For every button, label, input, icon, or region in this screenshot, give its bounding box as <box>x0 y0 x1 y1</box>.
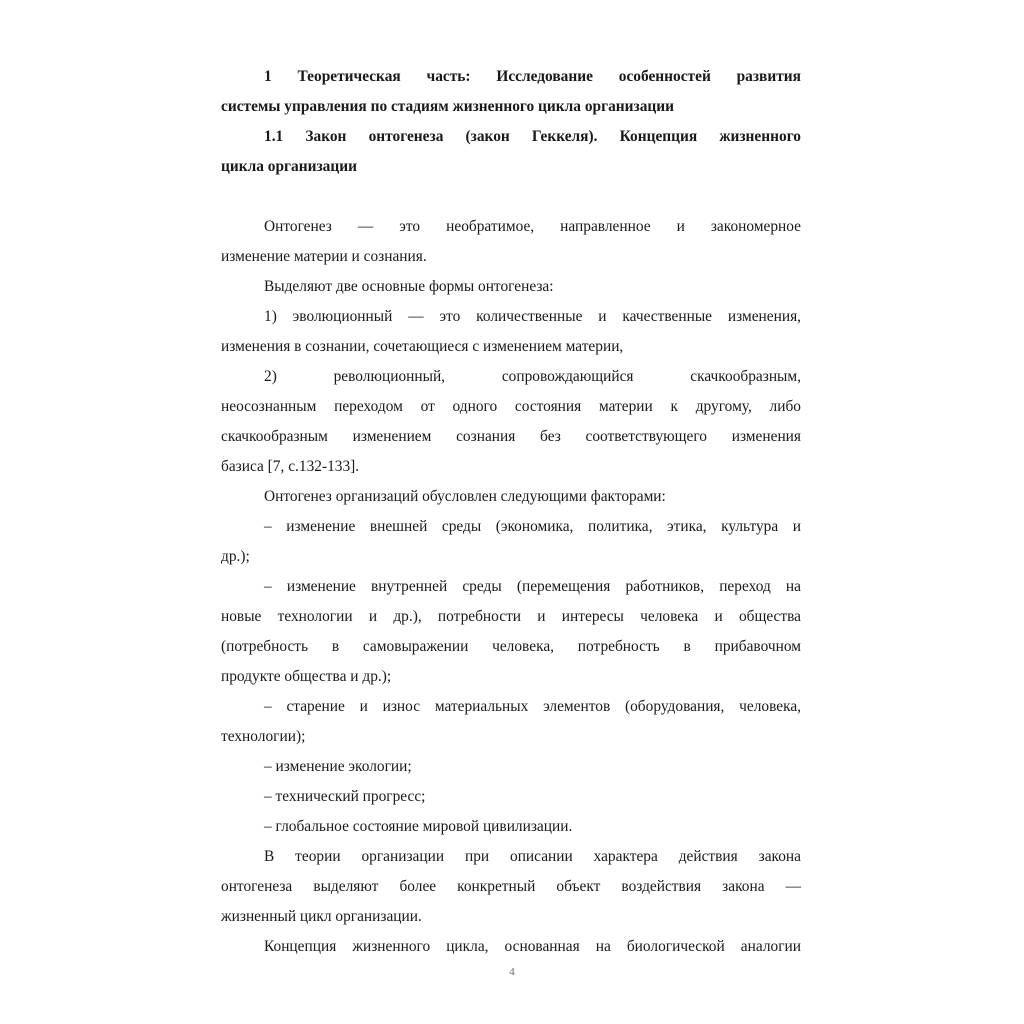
bullet-item-line: – старение и износ материальных элементов (оборудования, человека, <box>264 698 801 715</box>
bullet-item-line: др.); <box>221 548 250 565</box>
bullet-item-line: – изменение экологии; <box>264 758 412 775</box>
body-text-line: Выделяют две основные формы онтогенеза: <box>264 278 554 295</box>
body-text-line: Онтогенез организаций обусловлен следующими факторами: <box>264 488 666 505</box>
paragraph-gap <box>221 182 801 212</box>
body-text-line: онтогенеза выделяют более конкретный объект воздействия закона — <box>221 878 801 895</box>
bullet-item-line: – изменение внешней среды (экономика, политика, этика, культура и <box>264 518 801 535</box>
body-text-line: изменение материи и сознания. <box>221 248 427 265</box>
bullet-item-line: новые технологии и др.), потребности и интересы человека и общества <box>221 608 801 625</box>
bullet-item-line: – технический прогресс; <box>264 788 426 805</box>
bullet-item-line: – глобальное состояние мировой цивилизации. <box>264 818 573 835</box>
numbered-item-line: 2) революционный, сопровождающийся скачкообразным, <box>264 368 801 385</box>
bullet-item-line: продукте общества и др.); <box>221 668 392 685</box>
numbered-item-line: базиса [7, с.132-133]. <box>221 458 360 475</box>
numbered-item-line: изменения в сознании, сочетающиеся с изменением материи, <box>221 338 624 355</box>
subsection-heading-line: 1.1 Закон онтогенеза (закон Геккеля). Концепция жизненного <box>264 128 801 145</box>
body-text-line: В теории организации при описании характера действия закона <box>264 848 801 865</box>
bullet-item-line: технологии); <box>221 728 306 745</box>
section-heading-line: системы управления по стадиям жизненного цикла организации <box>221 98 674 115</box>
body-text-line: Онтогенез — это необратимое, направленное и закономерное <box>264 218 801 235</box>
body-text-line: жизненный цикл организации. <box>221 908 422 925</box>
subsection-heading-line: цикла организации <box>221 158 357 175</box>
bullet-item-line: (потребность в самовыражении человека, потребность в прибавочном <box>221 638 801 655</box>
section-heading-line: 1 Теоретическая часть: Исследование особенностей развития <box>264 68 801 85</box>
body-text-line: Концепция жизненного цикла, основанная на биологической аналогии <box>264 938 801 955</box>
page-number: 4 <box>509 966 515 978</box>
numbered-item-line: 1) эволюционный — это количественные и качественные изменения, <box>264 308 801 325</box>
numbered-item-line: скачкообразным изменением сознания без соответствующего изменения <box>221 428 801 445</box>
bullet-item-line: – изменение внутренней среды (перемещения работников, переход на <box>264 578 801 595</box>
numbered-item-line: неосознанным переходом от одного состояния материи к другому, либо <box>221 398 801 415</box>
document-page <box>221 62 801 962</box>
